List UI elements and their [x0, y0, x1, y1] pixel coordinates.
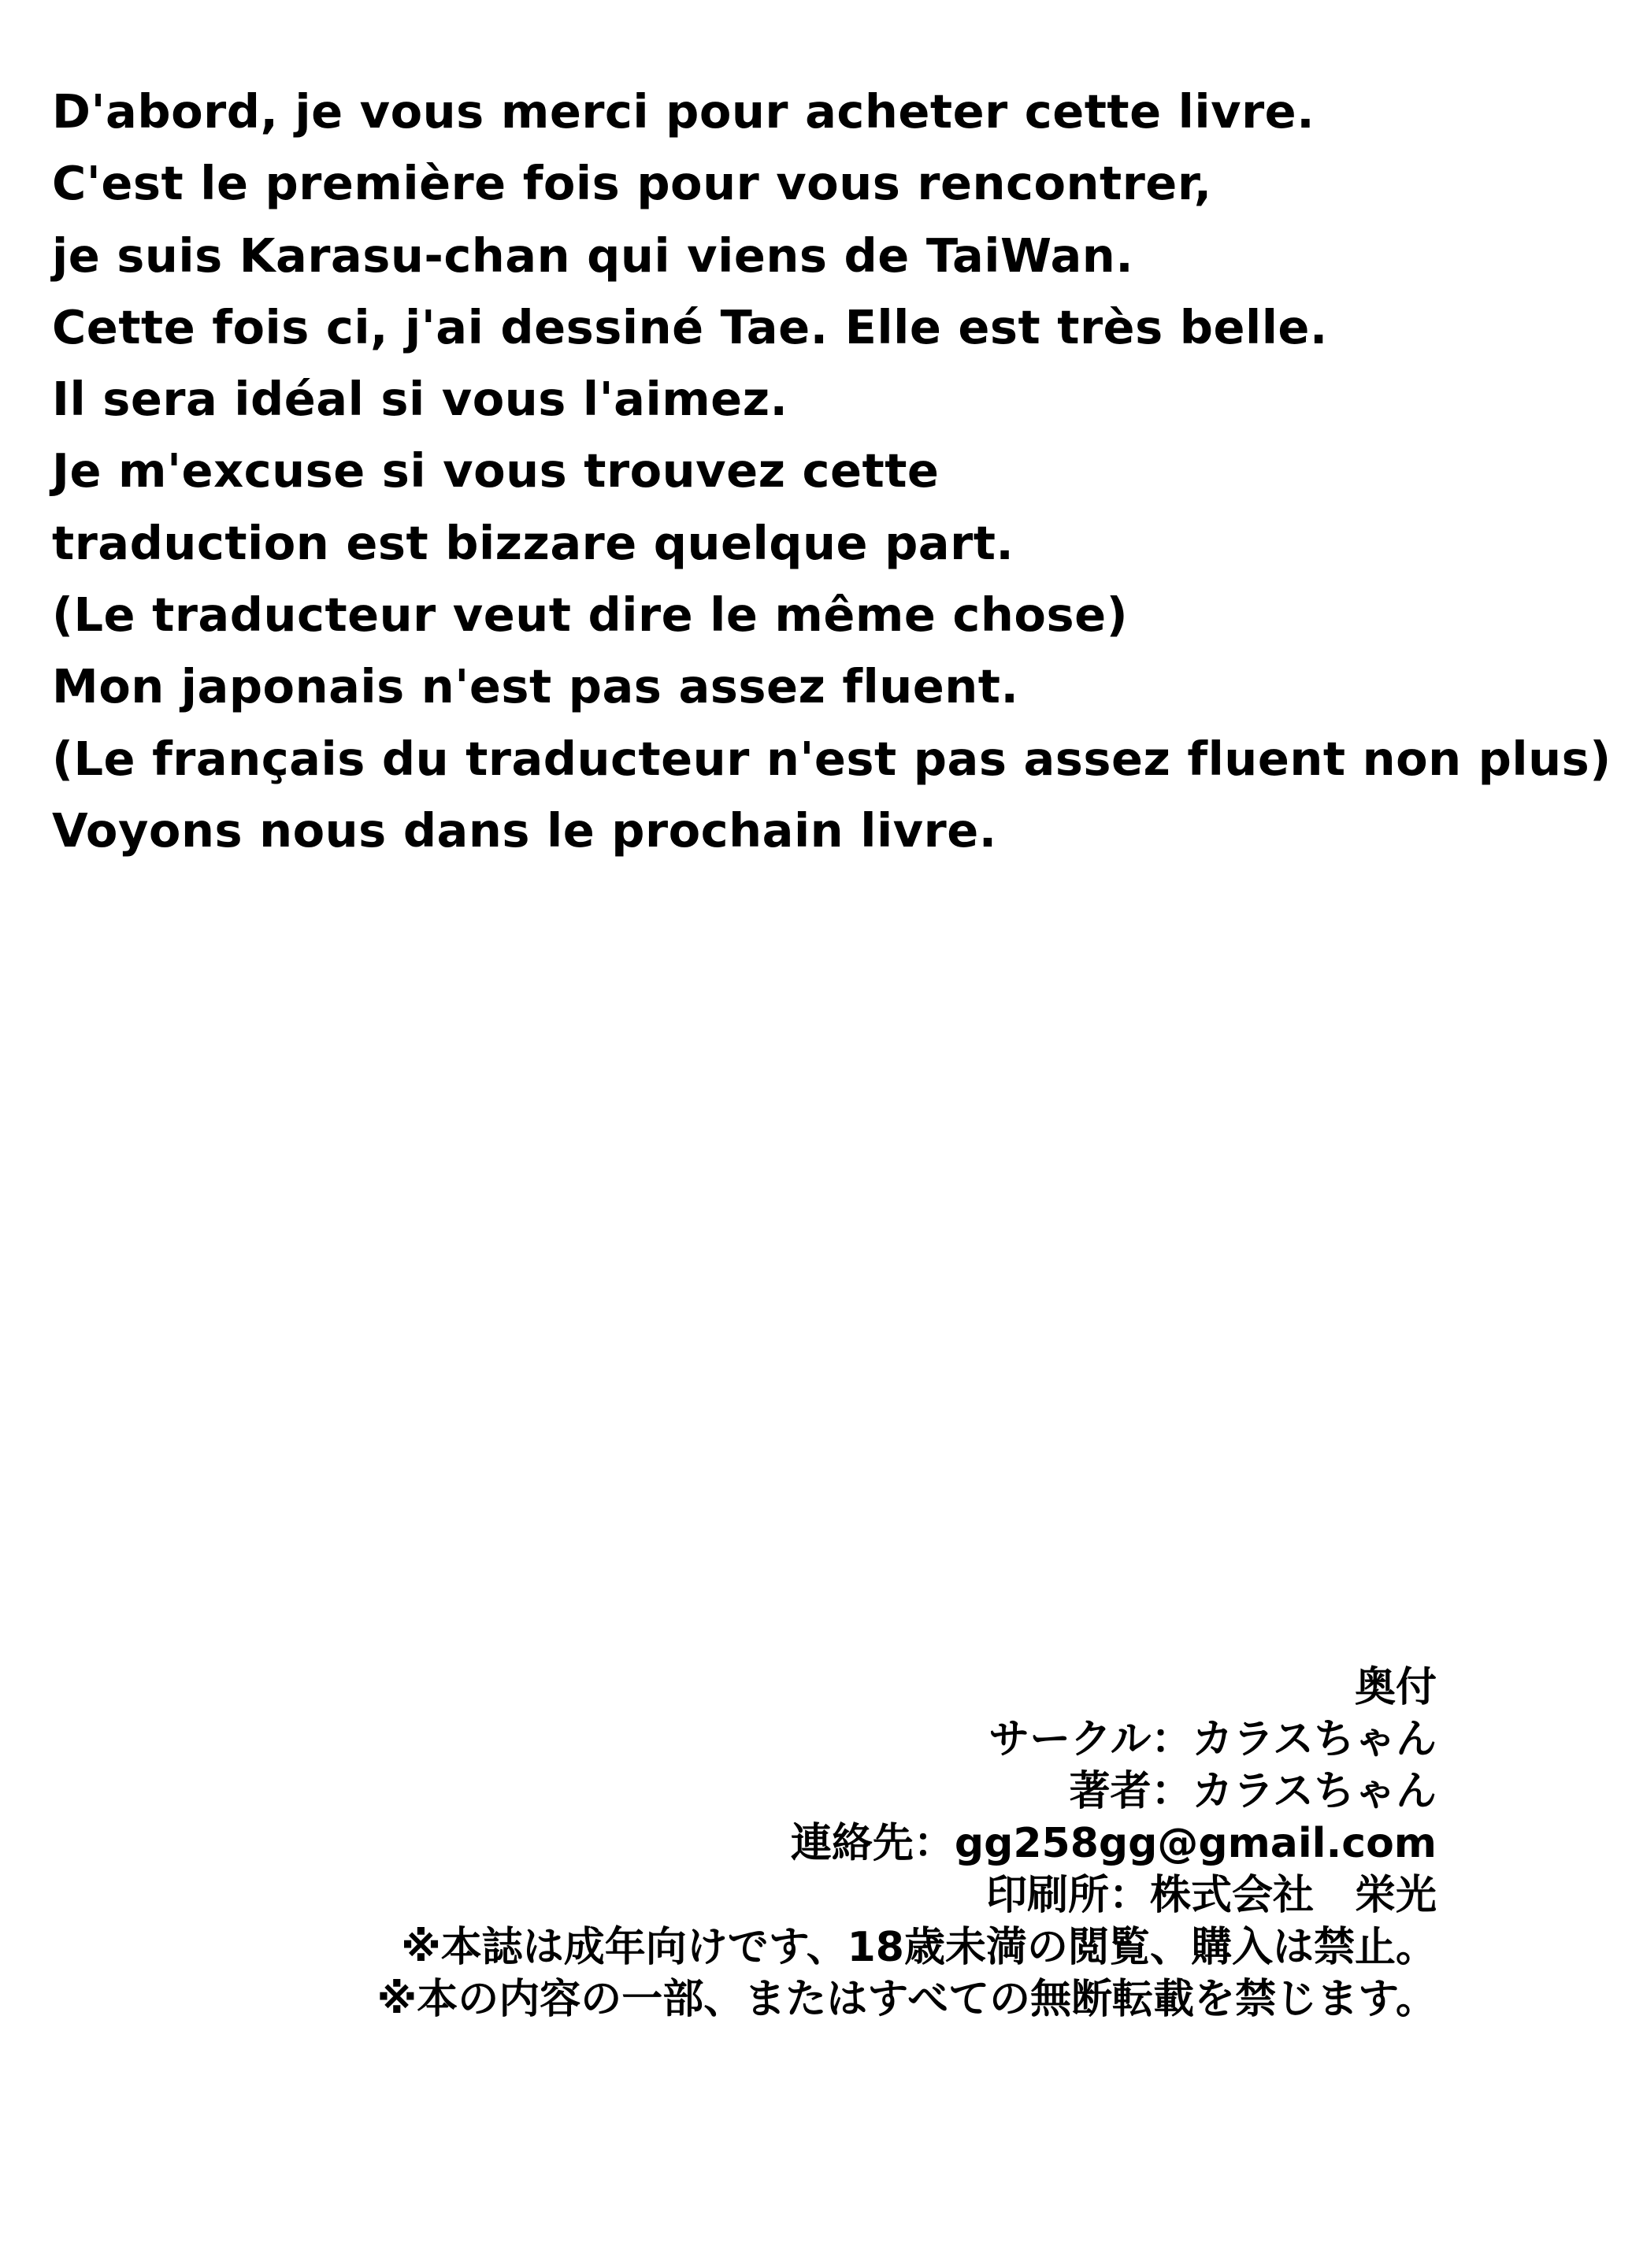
- message-line: Voyons nous dans le prochain livre.: [52, 802, 997, 858]
- colophon-copyright-notice: ※本の内容の一部、またはすべての無断転載を禁じます。: [376, 1976, 1437, 2023]
- colophon: [176, 1662, 1437, 2025]
- colophon-printer: 印刷所：株式会社 栄光: [985, 1872, 1437, 1919]
- colophon-author: 著者：カラスちゃん: [1069, 1768, 1437, 1815]
- colophon-circle: サークル：カラスちゃん: [988, 1716, 1437, 1763]
- message-line: (Le français du traducteur n'est pas assez fluent non plus): [52, 731, 1612, 786]
- colophon-contact: 連絡先：gg258gg@gmail.com: [790, 1820, 1437, 1867]
- message-line: Cette fois ci, j'ai dessiné Tae. Elle est très belle.: [52, 299, 1328, 354]
- translator-message: [52, 76, 1612, 866]
- message-line: Mon japonais n'est pas assez fluent.: [52, 659, 1019, 714]
- message-line: je suis Karasu-chan qui viens de TaiWan.: [52, 228, 1134, 283]
- colophon-heading: 奥付: [1354, 1664, 1437, 1711]
- message-line: Je m'excuse si vous trouvez cette: [52, 443, 940, 498]
- message-line: (Le traducteur veut dire le même chose): [52, 587, 1129, 643]
- message-line: D'abord, je vous merci pour acheter cette livre.: [52, 84, 1315, 139]
- message-line: traduction est bizzare quelque part.: [52, 515, 1014, 570]
- message-line: Il sera idéal si vous l'aimez.: [52, 372, 788, 427]
- colophon-age-notice: ※本誌は成年向けです、18歳未満の閲覧、購入は禁止。: [401, 1924, 1437, 1971]
- message-line: C'est le première fois pour vous rencontrer,: [52, 156, 1212, 211]
